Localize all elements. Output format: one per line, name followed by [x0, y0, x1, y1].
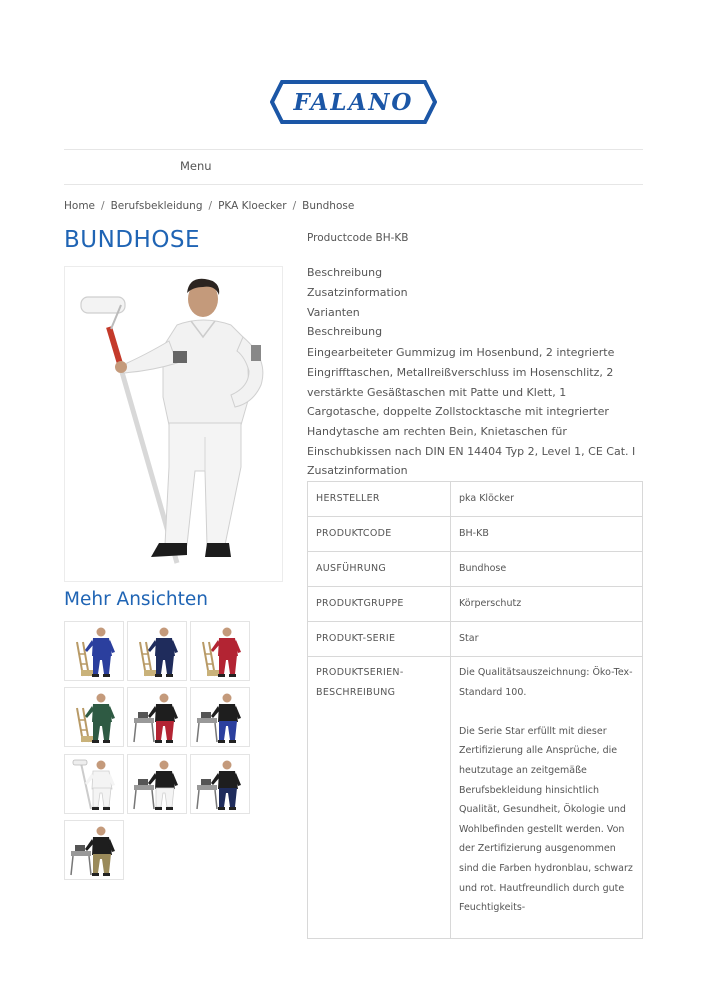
- main-navigation: [64, 149, 643, 185]
- thumbnail-7[interactable]: [64, 754, 124, 814]
- additional-info-heading: Zusatzinformation: [307, 464, 408, 477]
- table-row: [308, 482, 643, 517]
- attr-key-series-description: [308, 657, 451, 939]
- attr-key-line: PRODUKTSERIEN-: [316, 667, 404, 678]
- attr-key-line: BESCHREIBUNG: [316, 686, 396, 698]
- worker-figure-image: [128, 755, 186, 813]
- thumbnail-5[interactable]: [127, 687, 187, 747]
- product-main-image[interactable]: [64, 266, 283, 582]
- thumbnail-4[interactable]: [64, 687, 124, 747]
- tab-varianten[interactable]: Varianten: [307, 306, 360, 319]
- description-heading: Beschreibung: [307, 325, 383, 338]
- worker-figure-image: [65, 821, 123, 879]
- product-code: Productcode BH-KB: [307, 232, 409, 244]
- attr-value: Bundhose: [451, 552, 643, 587]
- series-description-p2: Die Serie Star erfüllt mit dieser Zertifizierung alle Ansprüche, die heutzutage an zeitgemäße Berufsbekleidung hinsichtlich Qualität, Gesundheit, Ökologie und Wohlbefinden gestellt werden. Von der Zertifizierung ausgenommen sind die Farben hydronblau, schwarz und rot. Hautfreundlich durch gute Feuchtigkeits-: [459, 725, 633, 914]
- thumbnail-6[interactable]: [190, 687, 250, 747]
- worker-figure-image: [65, 622, 123, 680]
- series-description-p1: Die Qualitätsauszeichnung: Öko-Tex-Standard 100.: [459, 667, 633, 698]
- brand-logo[interactable]: [270, 80, 437, 124]
- thumbnail-9[interactable]: [190, 754, 250, 814]
- thumbnail-10[interactable]: [64, 820, 124, 880]
- thumbnail-2[interactable]: [127, 621, 187, 681]
- breadcrumb-home[interactable]: Home: [64, 200, 96, 212]
- tab-beschreibung[interactable]: Beschreibung: [307, 266, 383, 279]
- table-row: [308, 657, 643, 939]
- attr-key: PRODUKTCODE: [308, 517, 451, 552]
- worker-figure-image: [191, 755, 249, 813]
- table-row: [308, 517, 643, 552]
- breadcrumb-berufsbekleidung[interactable]: Berufsbekleidung: [110, 200, 203, 212]
- breadcrumb-separator: /: [292, 200, 297, 212]
- table-row: [308, 587, 643, 622]
- page-title: BUNDHOSE: [64, 227, 201, 253]
- attr-value: Körperschutz: [451, 587, 643, 622]
- breadcrumb-pka-kloecker[interactable]: PKA Kloecker: [218, 200, 287, 212]
- attr-value: pka Klöcker: [451, 482, 643, 517]
- breadcrumb-separator: /: [101, 200, 105, 212]
- worker-figure-image: [65, 755, 123, 813]
- attr-value: Star: [451, 622, 643, 657]
- breadcrumb-current: Bundhose: [302, 200, 355, 212]
- more-views-title: Mehr Ansichten: [64, 589, 208, 610]
- table-row: [308, 552, 643, 587]
- worker-figure-image: [128, 622, 186, 680]
- tab-zusatzinformation[interactable]: Zusatzinformation: [307, 286, 408, 299]
- worker-figure-image: [128, 688, 186, 746]
- attr-key: PRODUKT-SERIE: [308, 622, 451, 657]
- attr-key: HERSTELLER: [308, 482, 451, 517]
- attr-value: BH-KB: [451, 517, 643, 552]
- thumbnail-1[interactable]: [64, 621, 124, 681]
- breadcrumb-separator: /: [208, 200, 213, 212]
- worker-figure-image: [191, 688, 249, 746]
- painter-figure-image: [65, 267, 282, 581]
- worker-figure-image: [191, 622, 249, 680]
- attr-key: PRODUKTGRUPPE: [308, 587, 451, 622]
- attr-value-series-description: [451, 657, 643, 939]
- thumbnail-8[interactable]: [127, 754, 187, 814]
- attr-key: AUSFÜHRUNG: [308, 552, 451, 587]
- attributes-table: [307, 481, 643, 939]
- table-row: [308, 622, 643, 657]
- thumbnail-3[interactable]: [190, 621, 250, 681]
- menu-toggle[interactable]: Menu: [180, 159, 212, 173]
- breadcrumb: [64, 200, 354, 212]
- logo-text: FALANO: [293, 88, 414, 116]
- worker-figure-image: [65, 688, 123, 746]
- description-text: Eingearbeiteter Gummizug im Hosenbund, 2 integrierte Eingrifftaschen, Metallreißverschluss im Hosenschlitz, 2 verstärkte Gesäßtaschen mit Patte und Klett, 1 Cargotasche, doppelte Zollstocktasche mit integrierter Handytasche am rechten Bein, Knietaschen für Einschubkissen nach DIN EN 14404 Typ 2, Level 1, CE Cat. I: [307, 346, 636, 458]
